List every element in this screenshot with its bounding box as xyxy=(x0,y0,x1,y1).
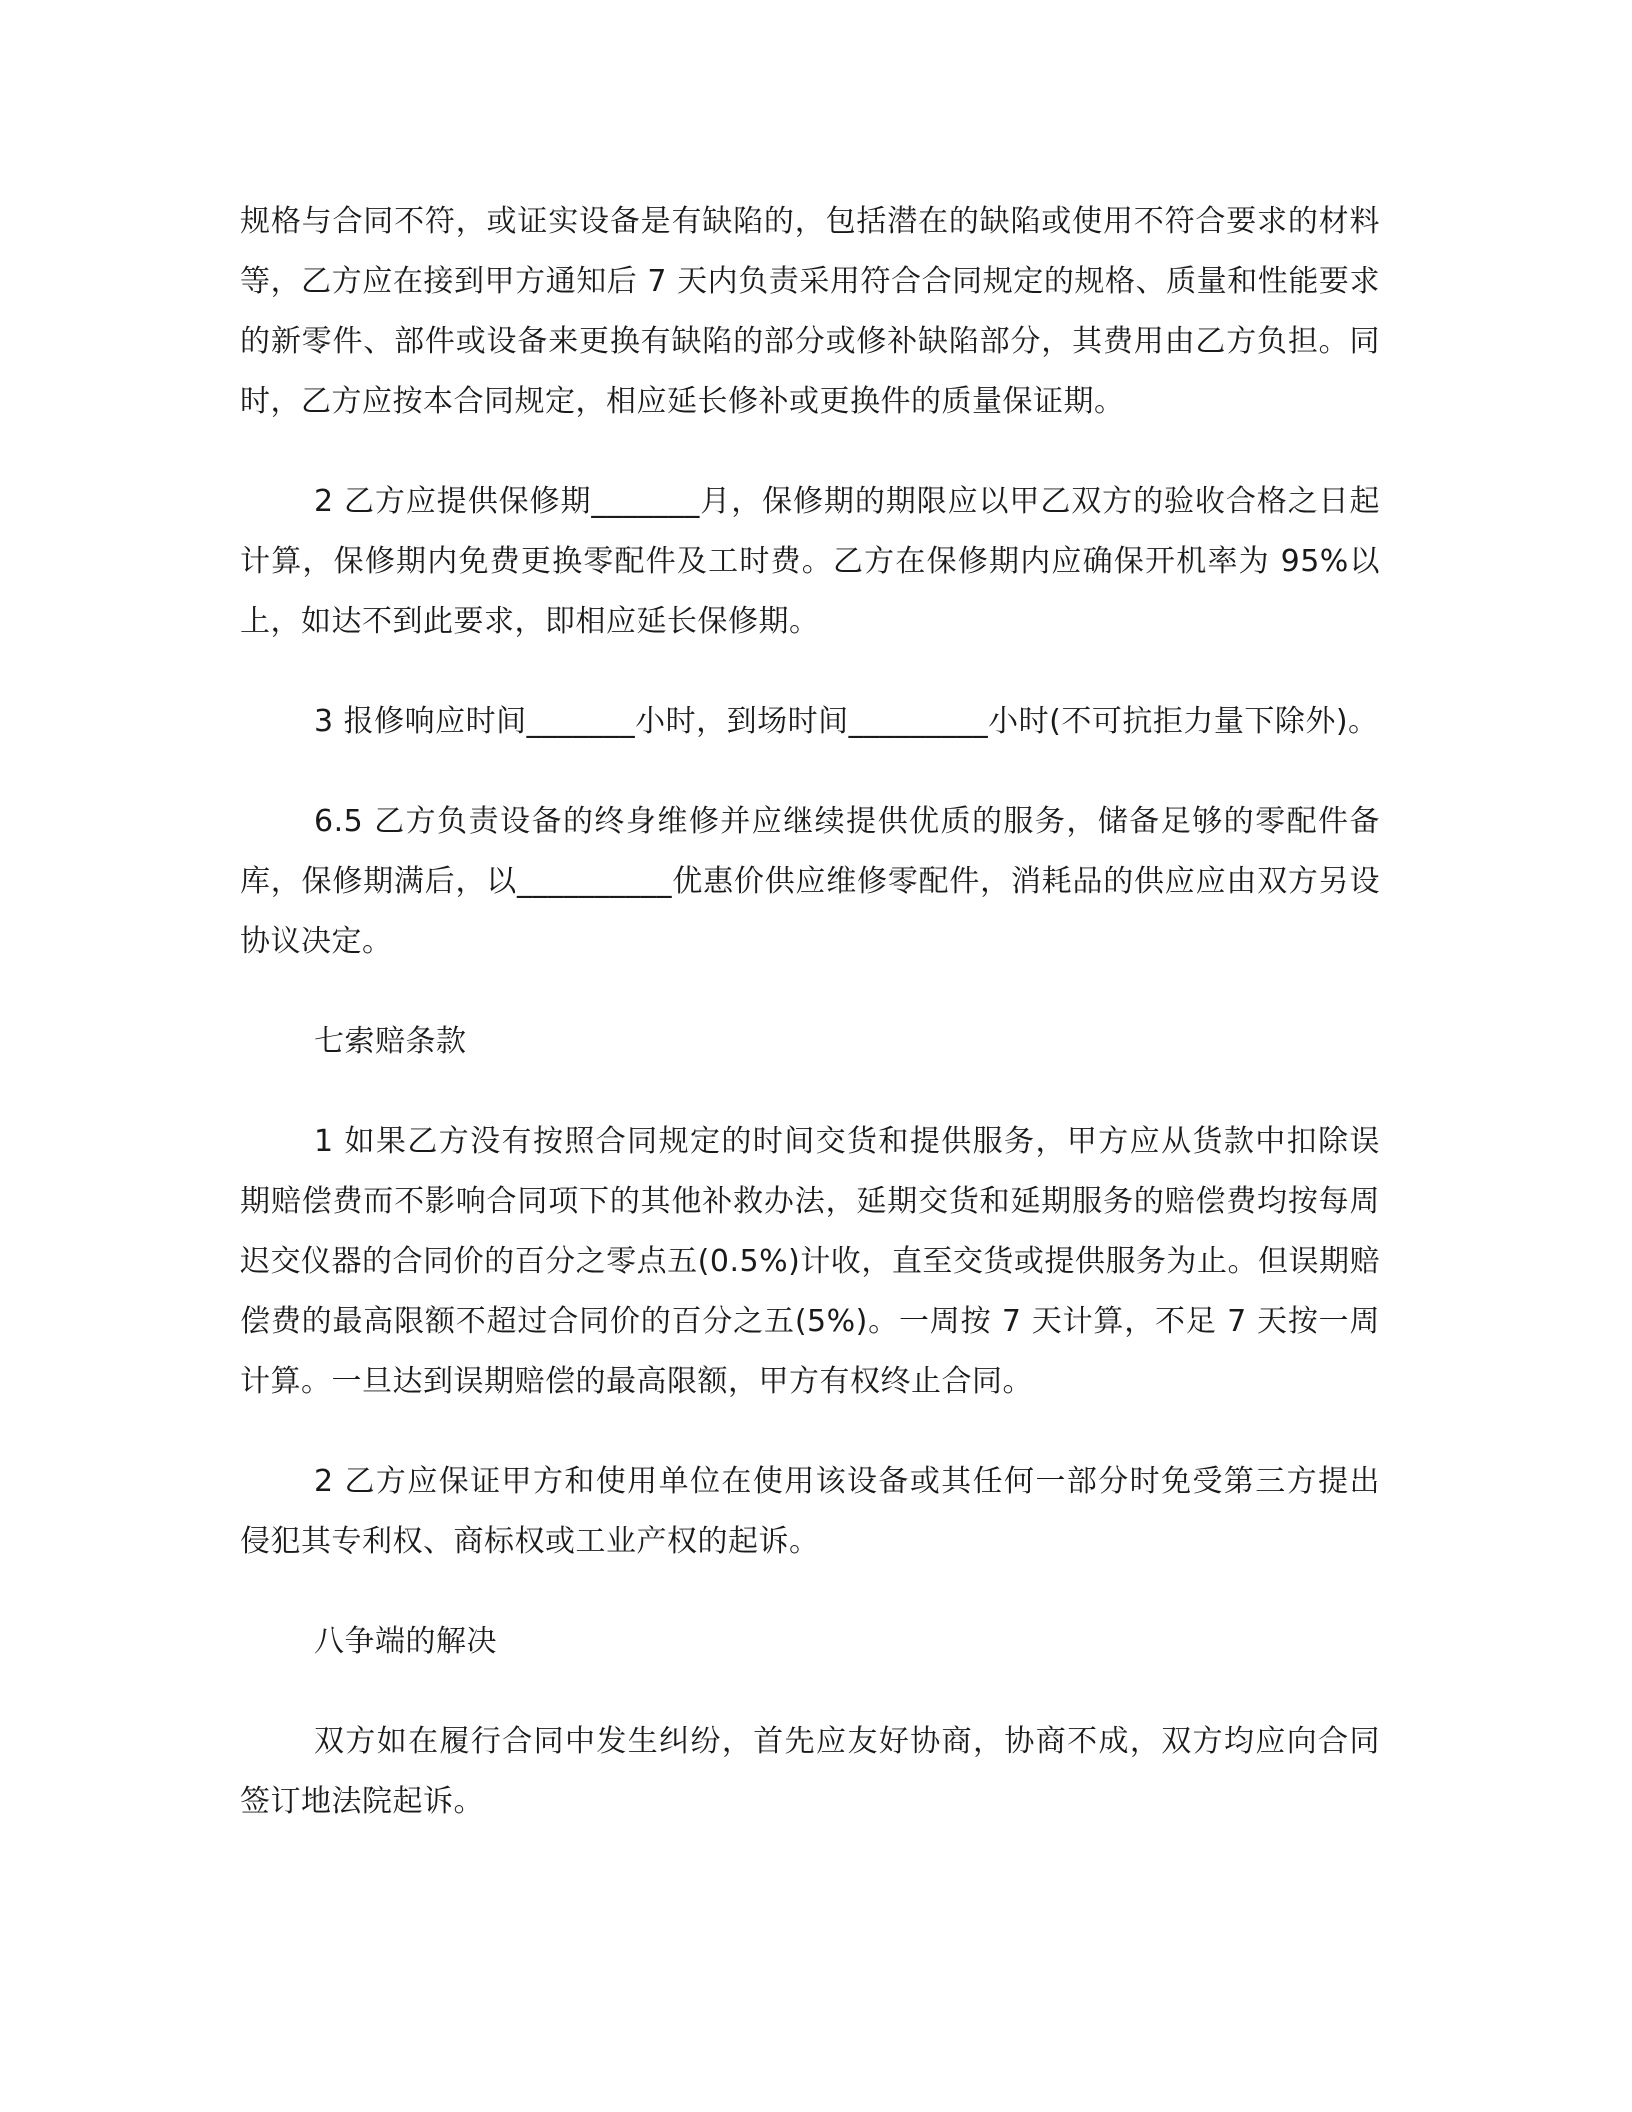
paragraph-ip-protection: 2 乙方应保证甲方和使用单位在使用该设备或其任何一部分时免受第三方提出侵犯其专利权、商标权或工业产权的起诉。 xyxy=(240,1464,1380,1559)
paragraph-defect-replacement: 规格与合同不符，或证实设备是有缺陷的，包括潜在的缺陷或使用不符合要求的材料等，乙方应在接到甲方通知后 7 天内负责采用符合合同规定的规格、质量和性能要求的新零件、部件或设备来更换有缺陷的部分或修补缺陷部分，其费用由乙方负担。同时，乙方应按本合同规定，相应延长修补或更换件的质量保证期。 xyxy=(240,204,1380,419)
paragraph-dispute-resolution: 双方如在履行合同中发生纠纷，首先应友好协商，协商不成，双方均应向合同签订地法院起诉。 xyxy=(240,1724,1380,1819)
section-heading-disputes: 八争端的解决 xyxy=(314,1624,497,1659)
paragraph-delay-compensation: 1 如果乙方没有按照合同规定的时间交货和提供服务，甲方应从货款中扣除误期赔偿费而不影响合同项下的其他补救办法，延期交货和延期服务的赔偿费均按每周迟交仪器的合同价的百分之零点五(0.5%)计收，直至交货或提供服务为止。但误期赔偿费的最高限额不超过合同价的百分之五(5%)。一周按 7 天计算，不足 7 天按一周计算。一旦达到误期赔偿的最高限额，甲方有权终止合同。 xyxy=(240,1124,1380,1399)
paragraph-lifetime-maintenance: 6.5 乙方负责设备的终身维修并应继续提供优质的服务，储备足够的零配件备库，保修期满后，以__________优惠价供应维修零配件，消耗品的供应应由双方另设协议决定。 xyxy=(240,804,1380,959)
document-page xyxy=(240,192,1380,1832)
paragraph-response-time: 3 报修响应时间_______小时，到场时间_________小时(不可抗拒力量下除外)。 xyxy=(314,704,1379,739)
section-heading-claims: 七索赔条款 xyxy=(314,1024,467,1059)
paragraph-warranty-period: 2 乙方应提供保修期_______月，保修期的期限应以甲乙双方的验收合格之日起计算，保修期内免费更换零配件及工时费。乙方在保修期内应确保开机率为 95%以上，如达不到此要求，即相应延长保修期。 xyxy=(240,484,1380,639)
